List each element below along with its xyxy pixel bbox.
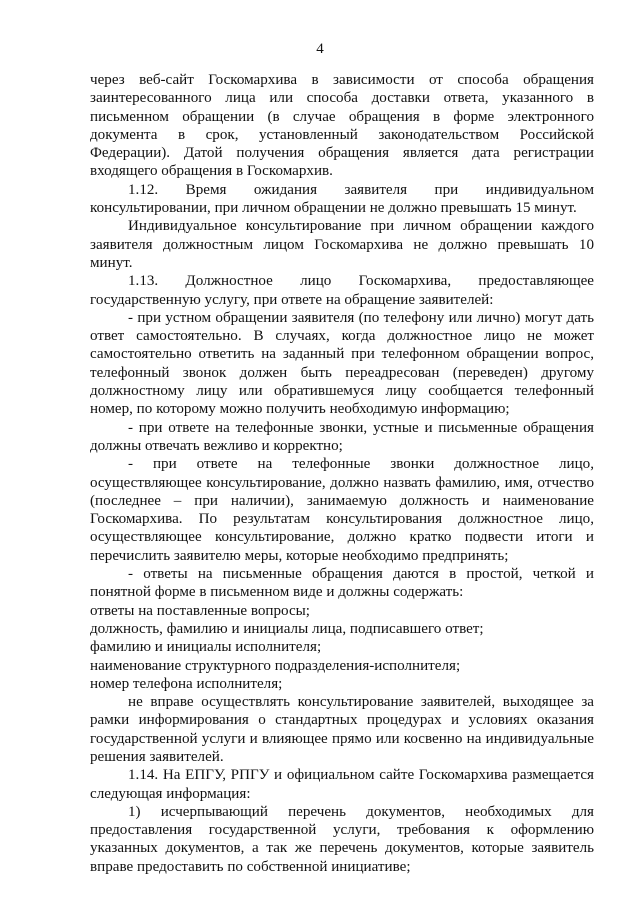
- paragraph-polite-answers: - при ответе на телефонные звонки, устные и письменные обращения должны отвечать вежливо и корректно;: [90, 419, 594, 454]
- list-item: наименование структурного подразделения-исполнителя;: [90, 657, 461, 674]
- list-item: ответы на поставленные вопросы;: [90, 602, 311, 619]
- list-item: фамилию и инициалы исполнителя;: [90, 639, 322, 656]
- page-number: 4: [316, 41, 324, 57]
- paragraph-individual-consulting: Индивидуальное консультирование при личном обращении каждого заявителя должностным лицом Госкомархива не должно превышать 10 минут.: [90, 218, 594, 271]
- paragraph-1-14: 1.14. На ЕПГУ, РПГУ и официальном сайте Госкомархива размещается следующая информация:: [90, 767, 594, 802]
- paragraph-phone-answers: - при ответе на телефонные звонки должностное лицо, осуществляющее консультирование, должно назвать фамилию, имя, отчество (последнее – при наличии), занимаемую должность и наименование Госкомархива. По результатам консультирования должностное лицо, осуществляющее консультирование, должно кратко подвести итоги и перечислить заявителю меры, которые необходимо предпринять;: [90, 456, 594, 564]
- document-body: [90, 71, 594, 876]
- paragraph-continuation: через веб-сайт Госкомархива в зависимости от способа обращения заинтересованного лица или способа доставки ответа, указанного в письменном обращении (в случае обращения в форме электронного документа в срок, установленный законодательством Российской Федерации). Датой получения обращения является дата регистрации входящего обращения в Госкомархив.: [90, 72, 594, 180]
- paragraph-1-13: 1.13. Должностное лицо Госкомархива, предоставляющее государственную услугу, при ответе на обращение заявителей:: [90, 273, 594, 308]
- paragraph-1-12: 1.12. Время ожидания заявителя при индивидуальном консультировании, при личном обращении не должно превышать 15 минут.: [90, 181, 594, 217]
- list-item: номер телефона исполнителя;: [90, 675, 283, 692]
- paragraph-written-answers: - ответы на письменные обращения даются в простой, четкой и понятной форме в письменном виде и должны содержать:: [90, 566, 594, 601]
- list-item: должность, фамилию и инициалы лица, подписавшего ответ;: [90, 620, 484, 637]
- paragraph-item-1: 1) исчерпывающий перечень документов, необходимых для предоставления государственной услуги, требования к оформлению указанных документов, а так же перечень документов, которые заявитель вправе предоставить по собственной инициативе;: [90, 803, 594, 875]
- paragraph-oral-request: - при устном обращении заявителя (по телефону или лично) могут дать ответ самостоятельно. В случаях, когда должностное лицо не может самостоятельно ответить на заданный при телефонном обращении вопрос, телефонный звонок должен быть переадресован (переведен) другому должностному лицу или обратившемуся лицу сообщается телефонный номер, по которому можно получить необходимую информацию;: [90, 309, 594, 418]
- paragraph-restriction: не вправе осуществлять консультирование заявителей, выходящее за рамки информирования о стандартных процедурах и условиях оказания государственной услуги и влияющее прямо или косвенно на индивидуальные решения заявителей.: [90, 694, 594, 765]
